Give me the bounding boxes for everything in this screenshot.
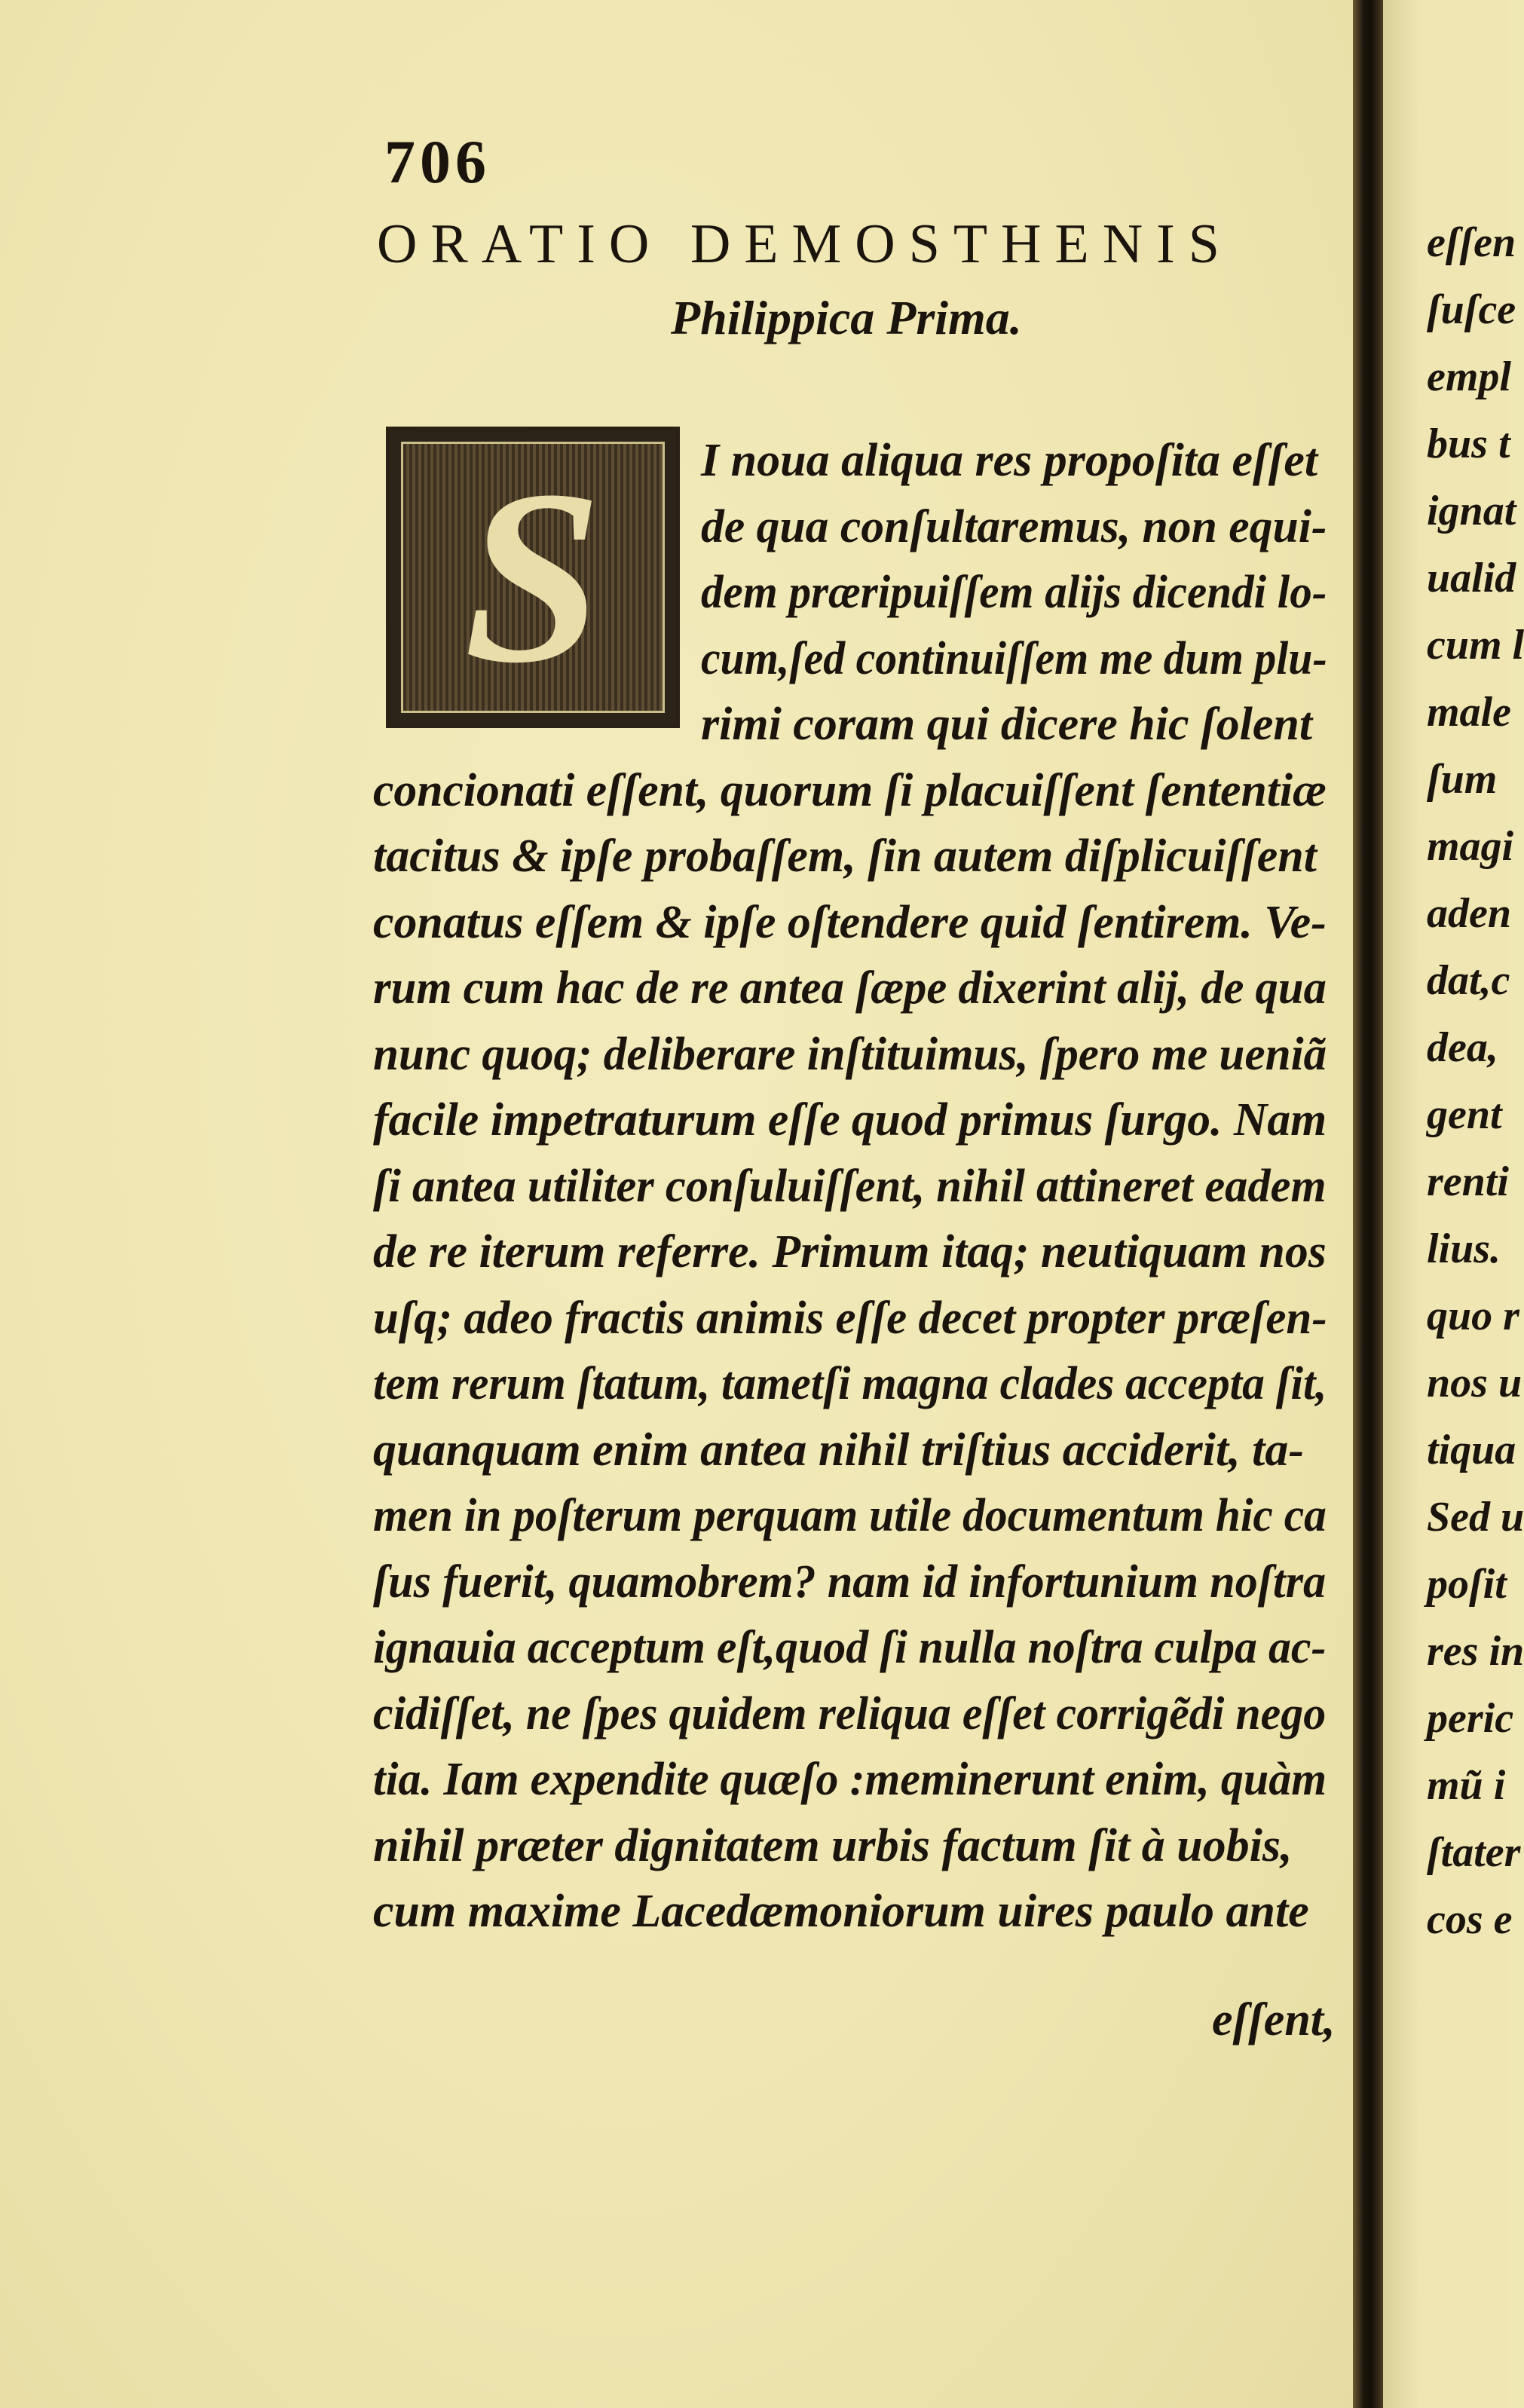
facing-text-line: peric [1427,1695,1514,1742]
decorated-initial-letter [386,427,680,728]
facing-text-line: bus t [1427,421,1510,467]
page-number: 706 [384,127,491,196]
facing-text-line: eſſen [1427,219,1516,266]
facing-text-line: mũ i [1427,1762,1506,1809]
facing-text-line: empl [1427,353,1511,400]
facing-text-line: dea, [1427,1024,1498,1071]
facing-text-line: quo r [1427,1293,1519,1339]
running-title: ORATIO DEMOSTHENIS [377,213,1233,275]
facing-text-line: lius. [1427,1225,1501,1272]
facing-text-line: cum l [1427,622,1524,669]
text-line: I noua aliqua res propoſita eſſet [701,435,1318,486]
section-subtitle: Philippica Prima. [671,291,1022,344]
text-line: tem rerum ſtatum, tametſi magna clades accepta ſit, [373,1358,1327,1409]
facing-text-line: dat,c [1427,957,1510,1004]
text-line: facile impetraturum eſſe quod primus ſurgo. Nam [373,1094,1327,1146]
book-page-right-edge [1383,0,1524,2408]
facing-text-line: ſum [1427,756,1498,803]
text-line: uſq; adeo fractis animis eſſe decet propter præſen- [373,1292,1327,1344]
facing-text-line: nos u [1427,1360,1522,1406]
facing-text-line: tiqua [1427,1427,1516,1473]
text-line: ſus fuerit, quamobrem? nam id infortunium noſtra [373,1556,1327,1608]
text-line: dem præripuiſſem alijs dicendi lo- [701,567,1327,618]
facing-text-line: ualid [1427,555,1516,601]
text-line: cidiſſet, ne ſpes quidem reliqua eſſet corrigẽdi nego [373,1687,1327,1739]
text-line: cum maxime Lacedæmoniorum uires paulo ante [373,1886,1309,1937]
facing-text-line: gent [1427,1091,1502,1138]
facing-text-line: cos e [1427,1896,1513,1943]
text-line: quanquam enim antea nihil triſtius acciderit, ta- [373,1424,1305,1476]
facing-text-line: res in [1427,1628,1524,1675]
facing-text-line: poſit [1427,1561,1507,1608]
facing-text-line: aden [1427,890,1511,937]
text-line: men in poſterum perquam utile documentum hic ca [373,1490,1327,1541]
text-line: nihil præter dignitatem urbis factum ſit à uobis, [373,1819,1293,1871]
facing-text-line: magi [1427,823,1514,870]
text-line: ignauia acceptum eſt,quod ſi nulla noſtra culpa ac- [373,1622,1327,1673]
text-line: concionati eſſent, quorum ſi placuiſſent ſententiæ [373,764,1327,816]
text-line: tacitus & ipſe probaſſem, ſin autem diſplicuiſſent [373,831,1317,882]
facing-text-line: renti [1427,1158,1509,1205]
catchword: eſſent, [1212,1994,1336,2045]
text-line: rum cum hac de re antea ſæpe dixerint alij, de qua [373,962,1327,1014]
facing-text-line: ſtater [1427,1829,1521,1876]
text-line: tia. Iam expendite quæſo :meminerunt enim, quàm [373,1754,1327,1805]
facing-text-line: Sed u [1427,1494,1524,1541]
text-line: de qua conſultaremus, non equi- [701,500,1327,552]
initial-letter: S [464,439,602,714]
facing-text-line: ſuſce [1427,286,1516,333]
text-line: nunc quoq; deliberare inſtituimus, ſpero me ueniã [373,1028,1327,1080]
text-line: conatus eſſem & ipſe oſtendere quid ſentirem. Ve- [373,896,1327,948]
text-line: de re iterum referre. Primum itaq; neutiquam nos [373,1226,1327,1277]
text-line: rimi coram qui dicere hic ſolent [701,699,1313,750]
text-line: cum,ſed continuiſſem me dum plu- [701,632,1327,684]
book-gutter [1353,0,1383,2408]
facing-text-line: male [1427,689,1511,736]
text-line: ſi antea utiliter conſuluiſſent, nihil attineret eadem [373,1160,1327,1212]
facing-text-line: ignat [1427,488,1516,534]
